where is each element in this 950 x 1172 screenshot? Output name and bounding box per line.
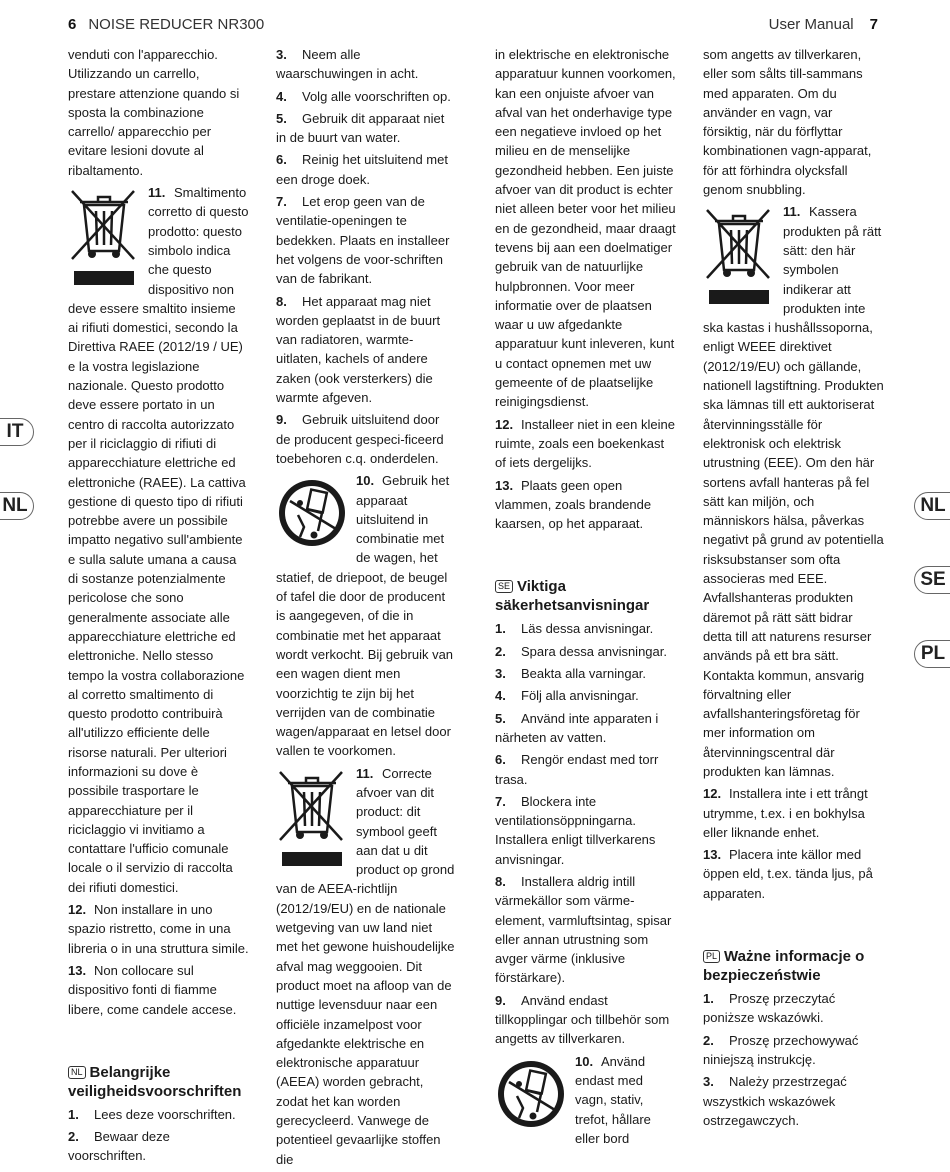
item-text: Använd endast tillkopplingar och tillbehör som angetts av tillverkaren. (495, 992, 670, 1047)
nl-item-2 (68, 1127, 249, 1166)
se-item-2 (495, 642, 676, 661)
item-number: 4. (276, 88, 287, 104)
manual-title: User Manual (768, 16, 854, 33)
section-title: Viktiga säkerhetsanvisningar (495, 578, 650, 615)
page-header-right (769, 16, 878, 33)
nl-item-3 (276, 45, 457, 84)
it-item-11 (68, 183, 249, 897)
item-number: 3. (495, 666, 506, 682)
cart-warning-icon (276, 475, 348, 551)
item-text: Installeer niet in een kleine ruimte, zoals een boekenkast of iets dergelijks. (495, 416, 675, 471)
item-number: 12. (703, 786, 722, 802)
nl-item-11-continued: in elektrische en elektronische apparatuur kunnen voorkomen, kan een onjuiste afvoer van afval van het onderhavige type een negatieve invloed op het milieu en de menselijke gezondheid hebben. Een juiste afvoer van dit product is echter niet alleen beter voor het milieu en de gezondheid, maar draagt tevens bij aan een doelmatiger gebruik van de natuurlijke hulpbronnen. Voor meer informatie over de plaatsen waar u uw afgedankte apparatuur kunt inleveren, kunt u contact opnemen met uw gemeente of de plaatselijke reinigingsdienst. (495, 47, 676, 410)
section-title: Belangrijke veiligheidsvoorschriften (68, 1063, 242, 1100)
column-2 (276, 45, 457, 1172)
right-page-number: 7 (869, 16, 878, 33)
item-number: 3. (276, 47, 287, 62)
se-item-7 (495, 792, 676, 869)
item-text: Beakta alla varningar. (521, 666, 647, 682)
item-text: Let erop geen van de ventilatie-openingen te bedekken. Plaats en installeer het volgens de voor-schriften van de fabrikant. (276, 194, 450, 287)
se-item-3 (495, 664, 676, 683)
cart-warning-icon (495, 1056, 567, 1132)
item-number: 7. (495, 793, 506, 809)
item-number: 11. (783, 204, 801, 220)
language-tab-pl[interactable]: PL (914, 640, 950, 668)
item-text: Neem alle waarschuwingen in acht. (276, 47, 419, 82)
item-number: 3. (703, 1074, 714, 1090)
language-tab-it[interactable]: IT (0, 418, 34, 446)
item-text: Använd endast med vagn, stativ, trefot, hållare eller bord (575, 1053, 651, 1146)
item-text: Installera aldrig intill värmekällor som värme-element, varmluftsintag, spisar eller annan utrustning som avger värme (inklusive förstärkare). (495, 873, 672, 986)
se-item-5 (495, 709, 676, 748)
item-text: Smaltimento corretto di questo prodotto: questo simbolo indica che questo dispositivo non deve essere smaltito insieme ai rifiuti domestici, secondo la Direttiva RAEE (2012/19 / UE) e la vostra legislazione nazionale. Questo prodotto deve essere portato in un centro di raccolta autorizzato per il riciclaggio di rifiuti di apparecchiature elettriche ed elettroniche (RAEE). La cattiva gestione di questo tipo di rifiuti potrebbe avere un possibile impatto negativo sull'ambiente e sulla salute umana a causa di sostanze potenzialmente pericolose che sono generalmente associate alle apparecchiature elettriche ed elettroniche. Nello stesso tempo la vostra collaborazione al corretto smaltimento di questo prodotto contribuirà all'utilizzo efficiente delle risorse naturali. Per ulteriori informazioni su dove è possibile trasportare le apparecchiature per il riciclaggio vi invitiamo a contattare l'ufficio comunale locale o il servizio di raccolta dei rifiuti domestici. (68, 185, 249, 895)
item-text: Blockera inte ventilationsöppningarna. Installera enligt tillverkarens anvisningar. (495, 793, 656, 867)
item-number: 5. (276, 110, 287, 126)
item-number: 10. (356, 473, 375, 489)
page-header-left (68, 16, 264, 33)
nl-item-5 (276, 109, 457, 148)
item-text: Proszę przechowywać niniejszą instrukcję. (703, 1032, 859, 1067)
nl-item-7 (276, 192, 457, 288)
column-3 (495, 45, 676, 1151)
section-heading-pl (703, 947, 884, 985)
country-code-badge: SE (495, 580, 513, 593)
item-text: Bewaar deze voorschriften. (68, 1129, 170, 1164)
item-number: 2. (703, 1032, 714, 1048)
item-text: Reinig het uitsluitend met een droge doek. (276, 152, 448, 187)
item-number: 12. (68, 902, 87, 918)
item-text: Non collocare sul dispositivo fonti di fiamme libere, come candele accese. (68, 962, 237, 1017)
intro-paragraph: venduti con l'apparecchio. Utilizzando un carrello, prestare attenzione quando si sposta la combinazione carrello/ apparecchio per evitare lesioni dovute al ribaltamento. (68, 47, 240, 178)
language-tab-nl-right[interactable]: NL (914, 492, 950, 520)
language-tab-nl-left[interactable]: NL (0, 492, 34, 520)
item-number: 2. (495, 643, 506, 659)
item-text: Gebruik uitsluitend door de producent gespeci-ficeerd toebehoren c.q. onderdelen. (276, 412, 444, 466)
item-text: Gebruik dit apparaat niet in de buurt van water. (276, 110, 445, 146)
item-number: 10. (575, 1053, 594, 1069)
nl-item-13 (495, 476, 676, 534)
column-4 (703, 45, 884, 1133)
item-text: Correcte afvoer van dit product: dit symbool geeft aan dat u dit product op grond van de AEEA-richtlijn (2012/19/EU) en de nationale wetgeving van uw land niet met het gewone huishoudelijke afval mag weggooien. Dit product moet na afloop van de nuttige levensduur naar een officiële inzamelpost voor afgedankte elektrische en elektronische apparatuur (AEEA) worden gebracht, zodat het kan worden gerecycleerd. Vanwege de potentieel gevaarlijke stoffen die (276, 765, 455, 1167)
item-number: 6. (495, 752, 506, 768)
se-item-8 (495, 872, 676, 988)
left-page-number: 6 (68, 16, 77, 33)
item-number: 9. (495, 992, 506, 1008)
column-1 (68, 45, 249, 1169)
it-item-12 (68, 900, 249, 958)
se-item-9 (495, 991, 676, 1049)
se-item-10-continued: som angetts av tillverkaren, eller som sålts till-sammans med apparaten. Om du använder en vagn, var försiktig, när du förflyttar kombinationen vagn-apparat, för att förhindra olycksfall genom snubbling. (703, 47, 872, 198)
it-item-13 (68, 961, 249, 1019)
item-text: Volg alle voorschriften op. (302, 88, 451, 104)
item-number: 1. (495, 621, 506, 637)
item-text: Rengör endast med torr trasa. (495, 752, 659, 787)
se-item-1 (495, 619, 676, 638)
item-number: 13. (495, 477, 514, 493)
item-number: 11. (356, 765, 374, 781)
item-number: 8. (495, 873, 506, 889)
item-text: Proszę przeczytać poniższe wskazówki. (703, 991, 836, 1026)
nl-item-8 (276, 292, 457, 408)
item-text: Följ alla anvisningar. (521, 688, 639, 704)
item-text: Placera inte källor med öppen eld, t.ex. tända ljus, på apparaten. (703, 847, 873, 901)
item-text: Använd inte apparaten i närheten av vatten. (495, 710, 659, 745)
item-text: Należy przestrzegać wszystkich wskazówek ostrzegawczych. (703, 1074, 847, 1128)
country-code-badge: NL (68, 1066, 86, 1079)
item-number: 1. (68, 1106, 79, 1122)
item-number: 13. (703, 847, 722, 863)
item-text: Het apparaat mag niet worden geplaatst in de buurt van radiatoren, warmte-uitlaten, kachels of andere zaken (ook versterkers) die warmte afgeven. (276, 293, 441, 406)
weee-bin-icon (276, 768, 348, 870)
item-number: 9. (276, 412, 287, 428)
section-heading-se (495, 577, 676, 615)
item-number: 1. (703, 991, 714, 1007)
item-number: 4. (495, 688, 506, 704)
se-item-12 (703, 784, 884, 842)
pl-item-3 (703, 1072, 884, 1130)
se-item-6 (495, 750, 676, 789)
item-text: Non installare in uno spazio ristretto, come in una libreria o in una struttura simile. (68, 902, 249, 956)
item-number: 5. (495, 710, 506, 726)
item-number: 12. (495, 416, 514, 432)
item-text: Installera inte i ett trångt utrymme, t.ex. i en bokhylsa eller liknande enhet. (703, 786, 868, 840)
product-title: NOISE REDUCER NR300 (88, 16, 265, 33)
item-text: Gebruik het apparaat uitsluitend in combinatie met de wagen, het statief, de driepoot, de beugel of tafel die door de producent is aangegeven, of die in combinatie met het apparaat wordt verkocht. Bij gebruik van een wagen dient men voorzichtig te zijn bij het verrijden van de combinatie wagen/apparaat en letsel door vallen te voorkomen. (276, 473, 454, 759)
weee-bin-icon (703, 206, 775, 308)
nl-item-9 (276, 410, 457, 468)
nl-item-1 (68, 1105, 249, 1124)
section-heading-nl (68, 1063, 249, 1101)
pl-item-2 (703, 1031, 884, 1070)
country-code-badge: PL (703, 950, 720, 963)
section-title: Ważne informacje o bezpieczeństwie (703, 948, 865, 985)
item-text: Plaats geen open vlammen, zoals brandende kaarsen, op het apparaat. (495, 477, 652, 532)
nl-item-12 (495, 415, 676, 473)
item-number: 7. (276, 194, 287, 210)
language-tab-se[interactable]: SE (914, 566, 950, 594)
se-item-4 (495, 686, 676, 705)
item-number: 2. (68, 1129, 79, 1145)
item-number: 11. (148, 185, 166, 201)
nl-item-4 (276, 87, 457, 106)
se-item-13 (703, 845, 884, 903)
item-number: 6. (276, 152, 287, 168)
item-text: Spara dessa anvisningar. (521, 643, 667, 659)
item-text: Lees deze voorschriften. (94, 1106, 236, 1122)
item-number: 8. (276, 293, 287, 309)
item-text: Läs dessa anvisningar. (521, 621, 654, 637)
item-number: 13. (68, 962, 87, 978)
weee-bin-icon (68, 187, 140, 289)
item-text: Kassera produkten på rätt sätt: den här symbolen indikerar att produkten inte ska kastas i hushållssoporna, enligt WEEE direktivet (2012/19/EU) och gällande, nationell lagstiftning. Produkten ska lämnas till ett auktoriserat återvinningsställe för elektronisk och elektrisk utrustning (EEE). Om den här sortens avfall hanteras på fel sätt kan miljön, och människors hälsa, påverkas negativt på grund av potentiella risksubstanser som ofta associeras med EEE. Avfallshanteras produkten däremot på rätt sätt bidrar detta till att naturens resurser används på ett bra sätt. Kontakta kommun, ansvarig förvaltning eller avfallshanteringsföretag för mer information om återvinningscentral där produkten kan lämnas. (703, 204, 884, 779)
nl-item-6 (276, 150, 457, 189)
pl-item-1 (703, 989, 884, 1028)
